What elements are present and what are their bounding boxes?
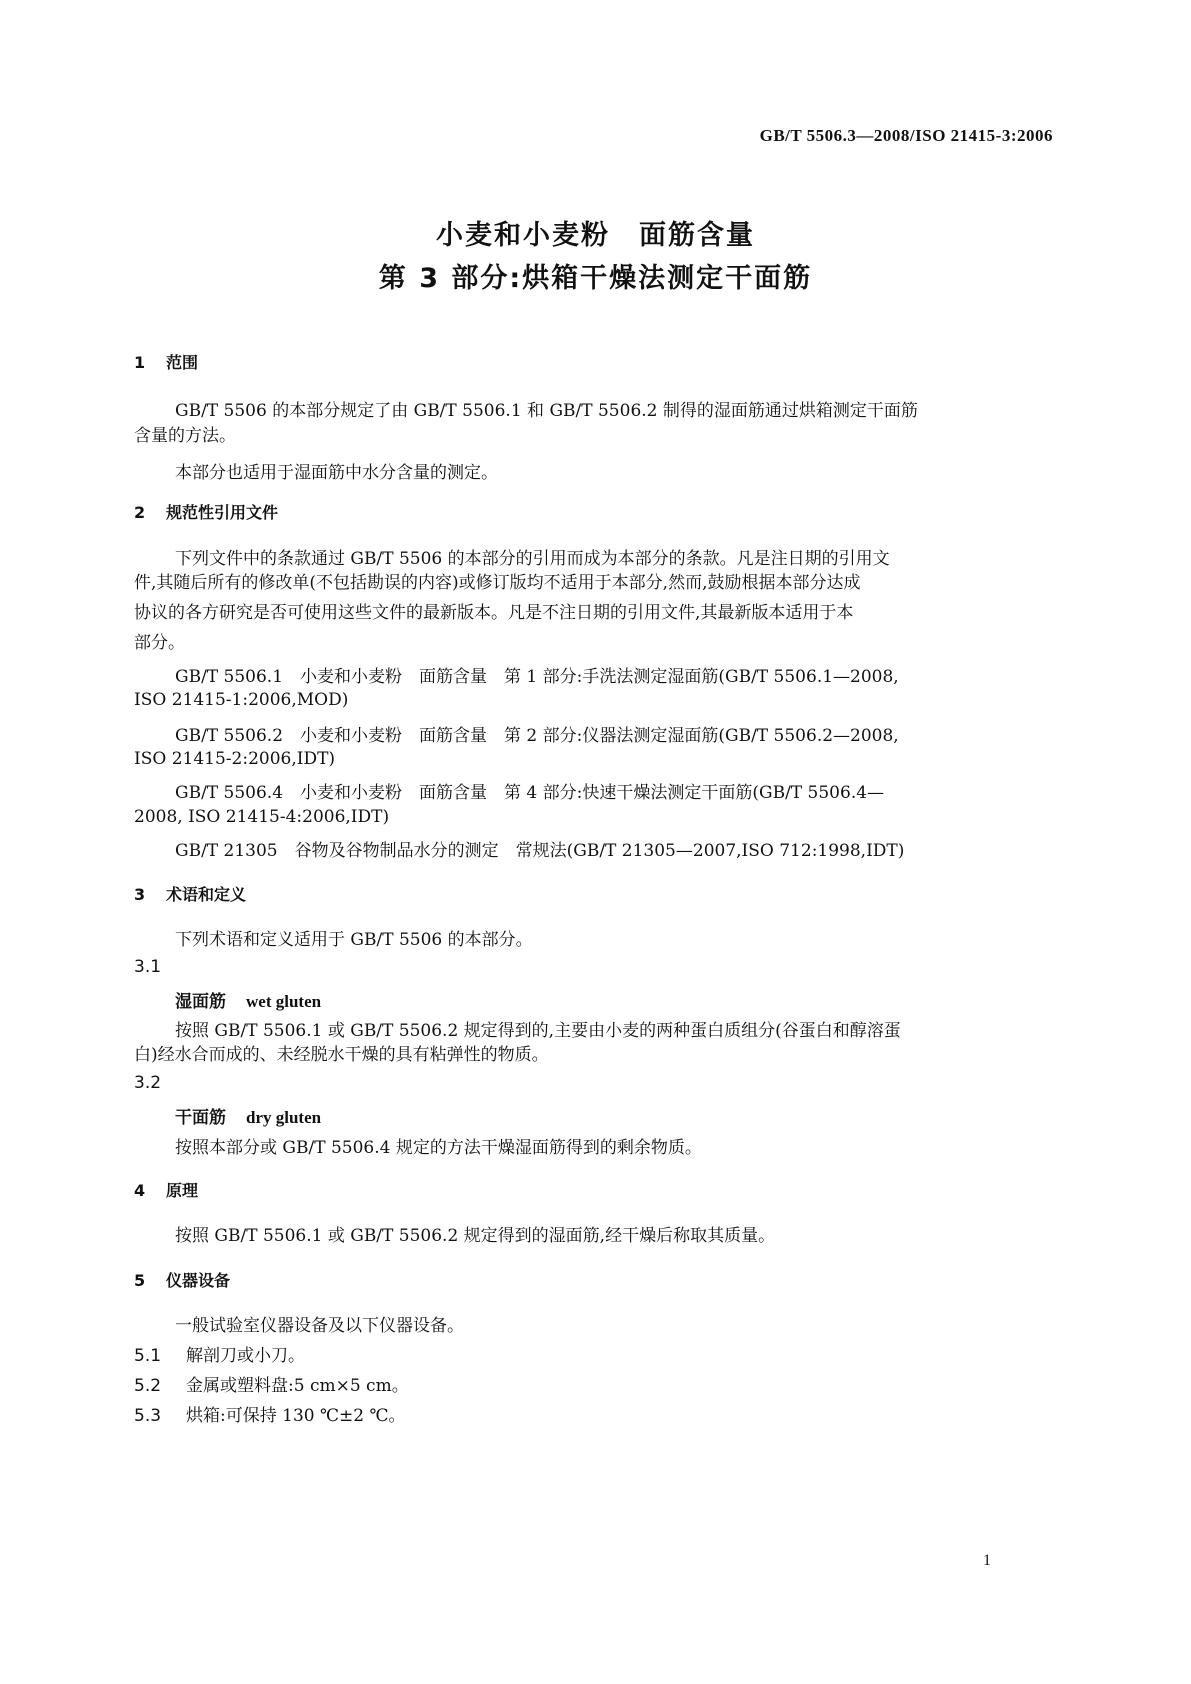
- section-heading-normative-references: [134, 500, 278, 523]
- paragraph: 一般试验室仪器设备及以下仪器设备。: [175, 1316, 464, 1336]
- section-title: 仪器设备: [166, 1271, 231, 1290]
- term-heading: [175, 1103, 321, 1128]
- term-number: 3.1: [134, 957, 162, 977]
- paragraph: 按照 GB/T 5506.1 或 GB/T 5506.2 规定得到的湿面筋,经干燥后称取其质量。: [175, 1226, 776, 1246]
- reference-item: GB/T 21305 谷物及谷物制品水分的测定 常规法(GB/T 21305—2007,ISO 712:1998,IDT): [175, 841, 905, 861]
- paragraph: 协议的各方研究是否可使用这些文件的最新版本。凡是不注日期的引用文件,其最新版本适用于本: [134, 603, 854, 623]
- item-number: 5.2: [134, 1376, 162, 1396]
- section-number: 2: [134, 503, 146, 522]
- section-heading-principle: [134, 1178, 198, 1201]
- item-number: 5.3: [134, 1406, 162, 1426]
- section-title: 范围: [166, 353, 199, 372]
- reference-item: 2008, ISO 21415-4:2006,IDT): [134, 807, 390, 827]
- term-en: dry gluten: [246, 1108, 322, 1127]
- paragraph: 件,其随后所有的修改单(不包括勘误的内容)或修订版均不适用于本部分,然而,鼓励根据本部分达成: [134, 573, 861, 593]
- item-text: 金属或塑料盘:5 cm×5 cm。: [186, 1376, 409, 1396]
- term-en: wet gluten: [246, 992, 322, 1011]
- paragraph: 含量的方法。: [134, 426, 236, 446]
- term-definition: 按照 GB/T 5506.1 或 GB/T 5506.2 规定得到的,主要由小麦的两种蛋白质组分(谷蛋白和醇溶蛋: [175, 1021, 901, 1041]
- term-number: 3.2: [134, 1073, 162, 1093]
- reference-item: GB/T 5506.1 小麦和小麦粉 面筋含量 第 1 部分:手洗法测定湿面筋(GB/T 5506.1—2008,: [175, 667, 899, 687]
- term-zh: 干面筋: [175, 1108, 226, 1128]
- section-heading-apparatus: [134, 1268, 230, 1291]
- term-zh: 湿面筋: [175, 992, 226, 1012]
- standard-number: GB/T 5506.3—2008/ISO 21415-3:2006: [759, 126, 1053, 145]
- apparatus-item: [134, 1341, 305, 1366]
- section-title: 原理: [166, 1181, 199, 1200]
- section-number: 5: [134, 1271, 146, 1290]
- section-number: 3: [134, 885, 146, 904]
- paragraph: 本部分也适用于湿面筋中水分含量的测定。: [175, 463, 498, 483]
- reference-item: GB/T 5506.4 小麦和小麦粉 面筋含量 第 4 部分:快速干燥法测定干面筋(GB/T 5506.4—: [175, 783, 885, 803]
- item-text: 解剖刀或小刀。: [186, 1346, 305, 1366]
- paragraph: GB/T 5506 的本部分规定了由 GB/T 5506.1 和 GB/T 5506.2 制得的湿面筋通过烘箱测定干面筋: [175, 401, 918, 421]
- term-definition: 按照本部分或 GB/T 5506.4 规定的方法干燥湿面筋得到的剩余物质。: [175, 1138, 702, 1158]
- item-number: 5.1: [134, 1346, 162, 1366]
- section-heading-scope: [134, 350, 198, 373]
- paragraph: 下列文件中的条款通过 GB/T 5506 的本部分的引用而成为本部分的条款。凡是注日期的引用文: [175, 549, 890, 569]
- reference-item: ISO 21415-1:2006,MOD): [134, 690, 349, 710]
- apparatus-item: [134, 1371, 409, 1396]
- section-number: 4: [134, 1181, 146, 1200]
- paragraph: 部分。: [134, 633, 185, 653]
- paragraph: 下列术语和定义适用于 GB/T 5506 的本部分。: [175, 930, 533, 950]
- section-title: 规范性引用文件: [166, 503, 279, 522]
- reference-item: GB/T 5506.2 小麦和小麦粉 面筋含量 第 2 部分:仪器法测定湿面筋(GB/T 5506.2—2008,: [175, 726, 899, 746]
- item-text: 烘箱:可保持 130 ℃±2 ℃。: [186, 1406, 406, 1426]
- reference-item: ISO 21415-2:2006,IDT): [134, 749, 336, 769]
- document-title: 小麦和小麦粉 面筋含量: [436, 220, 755, 251]
- section-title: 术语和定义: [166, 885, 247, 904]
- apparatus-item: [134, 1401, 405, 1426]
- term-definition: 白)经水合而成的、未经脱水干燥的具有粘弹性的物质。: [134, 1045, 549, 1065]
- section-number: 1: [134, 353, 146, 372]
- term-heading: [175, 987, 321, 1012]
- document-subtitle: 第 3 部分:烘箱干燥法测定干面筋: [378, 263, 813, 294]
- section-heading-terms: [134, 882, 246, 905]
- page-number: 1: [983, 1552, 991, 1569]
